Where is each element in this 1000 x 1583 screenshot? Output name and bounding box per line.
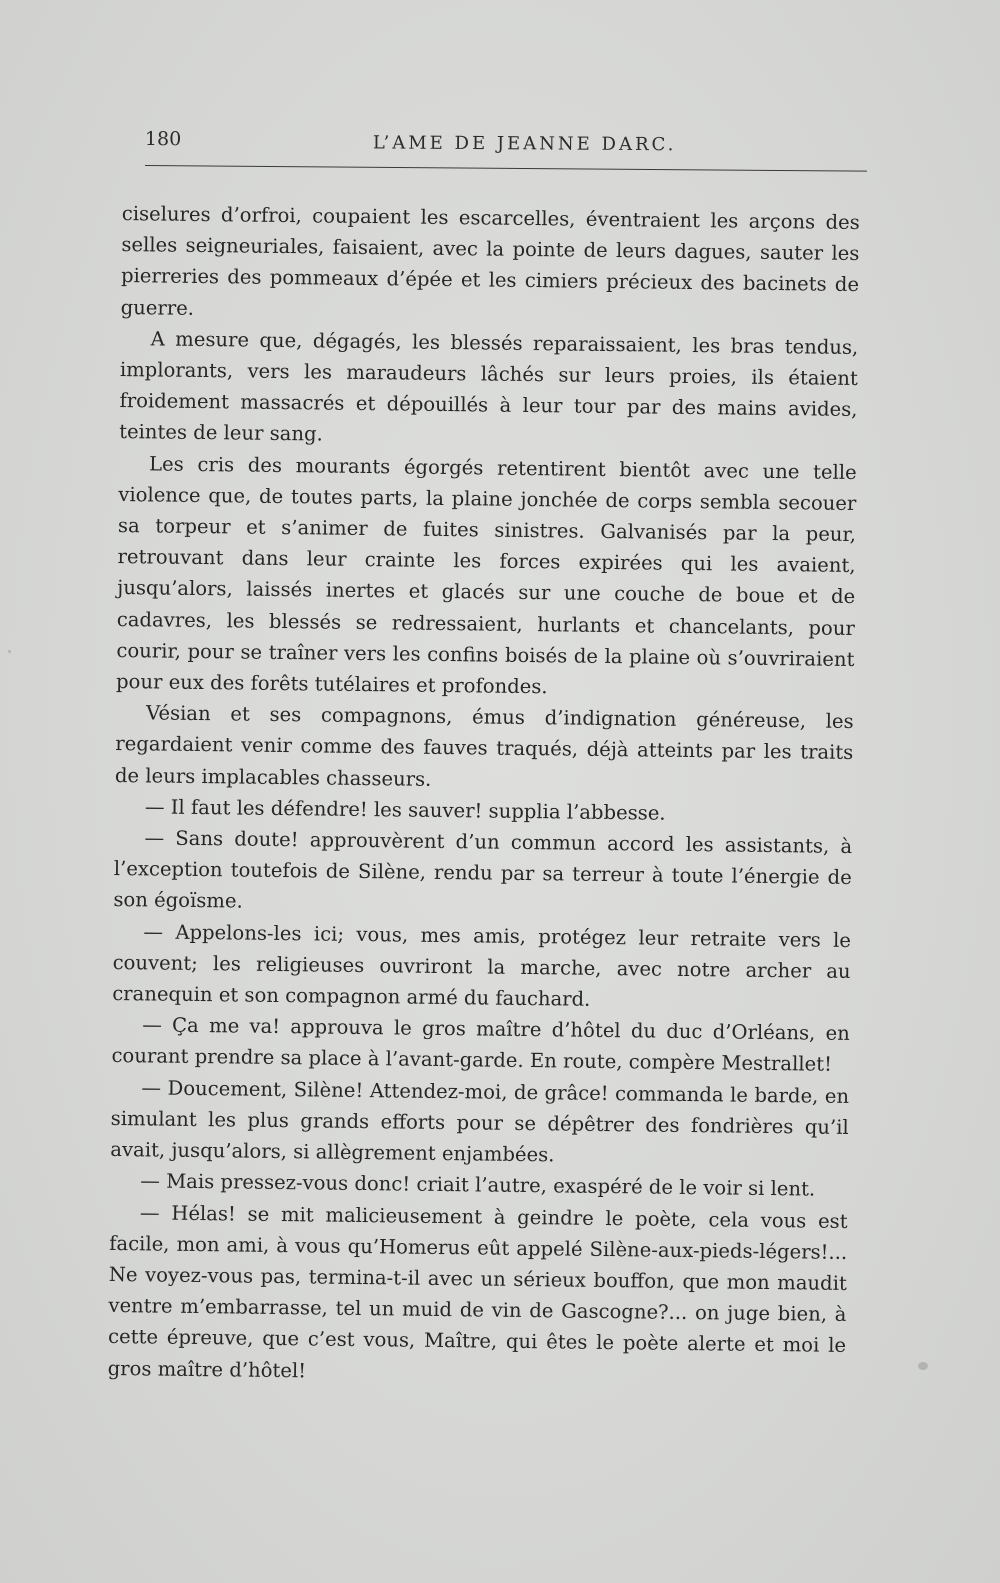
paragraph: ciselures d’orfroi, coupaient les escarcelles, éventraient les arçons des selles seigneuriales, faisaient, avec la pointe de leurs dagues, sauter les pierreries des pommeaux d’épée et les cimiers précieux des bacinets de guerre. (120, 201, 860, 320)
page-number: 180 (144, 128, 182, 151)
paragraph: — Hélas! se mit malicieusement à geindre le poète, cela vous est facile, mon ami, à vous qu’Homerus eût appelé Silène-aux-pieds-légers!... Ne voyez-vous pas, termina-t-il avec un sérieux bouffon, que mon maudit ventre m’embarrasse, tel un muid de vin de Gascogne?... on juge bien, à cette épreuve, que c’est vous, Maître, qui êtes le poète alerte et moi le gros maître d’hôtel! (107, 1200, 848, 1382)
paragraph: — Sans doute! approuvèrent d’un commun accord les assistants, à l’exception toutefois de Silène, rendu par sa terreur à toute l’énergie de son égoïsme. (113, 826, 853, 913)
paragraph: — Mais pressez-vous donc! criait l’autre, exaspéré de le voir si lent. (140, 1169, 816, 1201)
paragraph: — Doucement, Silène! Attendez-moi, de grâce! commanda le barde, en simulant les plus grands efforts pour se dépêtrer des fondrières qu’il avait, jusqu’alors, si allègrement enjambées. (110, 1075, 850, 1167)
body-text (108, 198, 860, 1393)
paragraph: — Appelons-les ici; vous, mes amis, protégez leur retraite vers le couvent; les religieuses ouvriront la marche, avec notre archer au cranequin et son compagnon armé du fauchard. (112, 919, 852, 1011)
paragraph: A mesure que, dégagés, les blessés reparaissaient, les bras tendus, implorants, vers les maraudeurs lâchés sur leurs proies, ils étaient froidement massacrés et dépouillés à leur tour par des mains avides, teintes de leur sang. (119, 327, 859, 446)
running-title: L’AME DE JEANNE DARC. (372, 132, 677, 156)
paragraph: — Il faut les défendre! les sauver! supplia l’abbesse. (144, 795, 666, 825)
header-rule (145, 165, 867, 172)
paragraph: Les cris des mourants égorgés retentirent bientôt avec une telle violence que, de toutes parts, la plaine jonchée de corps sembla secouer sa torpeur et s’animer de fuites sinistres. Galvanisés par la peur, retrouvant dans leur crainte les forces expirées qui les avaient, jusqu’alors, laissés inertes et glacés sur une couche de boue et de cadavres, les blessés se redressaient, hurlants et chancelants, pour courir, pour se traîner vers les confins boisés de la plaine où s’ouvriraient pour eux des forêts tutélaires et profondes. (115, 451, 857, 699)
paragraph: Vésian et ses compagnons, émus d’indignation généreuse, les regardaient venir comme des fauves traqués, déjà atteints par les traits de leurs implacables chasseurs. (114, 701, 854, 791)
paragraph: — Ça me va! approuva le gros maître d’hôtel du duc d’Orléans, en courant prendre sa place à l’avant-garde. En route, compère Mestrallet! (111, 1013, 850, 1077)
paper-smudge (918, 1362, 928, 1370)
running-head (145, 128, 865, 162)
paper-speck (8, 650, 11, 653)
